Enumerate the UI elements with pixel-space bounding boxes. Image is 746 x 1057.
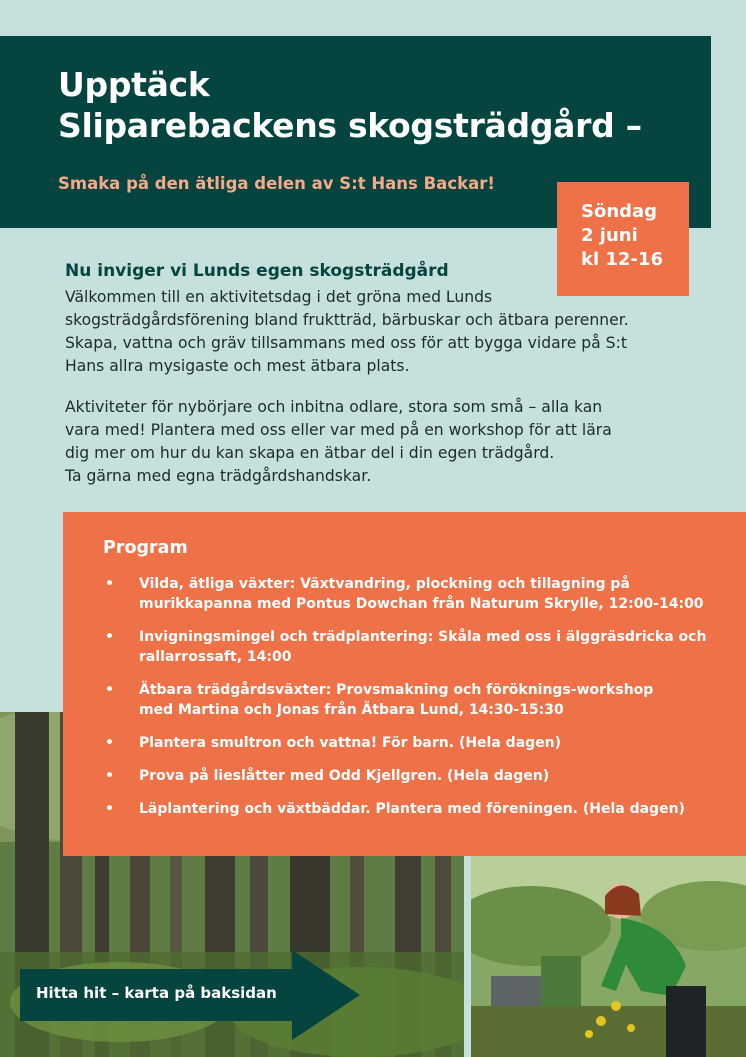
text-line: Hans allra mysigaste och mest ätbara plats. — [65, 357, 410, 375]
text-line: dig mer om hur du kan skapa en ätbar del i din egen trädgård. — [65, 444, 555, 462]
text-line: • Läplantering och växtbäddar. Plantera med föreningen. (Hela dagen) — [139, 801, 685, 817]
page-title — [58, 64, 642, 146]
program-item — [103, 680, 706, 720]
page-subtitle: Smaka på den ätliga delen av S:t Hans Backar! — [58, 174, 495, 193]
planting-photo — [471, 856, 746, 1057]
text-line: vara med! Plantera med oss eller var med på en workshop för att lära — [65, 421, 612, 439]
text-line: skogsträdgårdsförening bland fruktträd, bärbuskar och ätbara perenner. — [65, 311, 629, 329]
directions-label: Hitta hit – karta på baksidan — [36, 984, 277, 1002]
title-line-2: Sliparebackens skogsträdgård – — [58, 106, 642, 145]
text-line: Aktiviteter för nybörjare och inbitna odlare, stora som små – alla kan — [65, 398, 603, 416]
date-date: 2 juni — [581, 225, 638, 246]
directions-arrow[interactable] — [20, 950, 360, 1040]
intro-heading: Nu inviger vi Lunds egen skogsträdgård — [65, 261, 449, 281]
intro-paragraph-1 — [65, 286, 629, 378]
text-line: murikkapanna med Pontus Dowchan från Naturum Skrylle, 12:00-14:00 — [139, 596, 704, 612]
text-line: med Martina och Jonas från Ätbara Lund, 14:30-15:30 — [139, 702, 564, 718]
date-badge — [557, 182, 689, 296]
text-line: • Prova på lieslåtter med Odd Kjellgren. (Hela dagen) — [139, 768, 550, 784]
text-line: • Plantera smultron och vattna! För barn. (Hela dagen) — [139, 735, 562, 751]
text-line: Välkommen till en aktivitetsdag i det gröna med Lunds — [65, 288, 493, 306]
program-item — [103, 799, 706, 819]
program-item — [103, 766, 706, 786]
intro-paragraph-2 — [65, 396, 612, 488]
text-line: Skapa, vattna och gräv tillsammans med oss för att bygga vidare på S:t — [65, 334, 627, 352]
text-line: rallarrossaft, 14:00 — [139, 649, 292, 665]
program-box — [63, 512, 746, 856]
program-item — [103, 733, 706, 753]
date-time: kl 12-16 — [581, 249, 663, 270]
text-line: • Vilda, ätliga växter: Växtvandring, plockning och tillagning på — [139, 576, 630, 592]
program-item — [103, 574, 706, 614]
program-list — [103, 574, 706, 832]
text-line: • Invigningsmingel och trädplantering: Skåla med oss i älggräsdricka och — [139, 629, 707, 645]
title-line-1: Upptäck — [58, 65, 210, 104]
text-line: Ta gärna med egna trädgårdshandskar. — [65, 467, 372, 485]
text-line: • Ätbara trädgårdsväxter: Provsmakning och föröknings-workshop — [139, 682, 654, 698]
program-heading: Program — [103, 538, 188, 558]
date-day: Söndag — [581, 201, 658, 222]
planting-illustration — [471, 856, 746, 1057]
program-item — [103, 627, 706, 667]
